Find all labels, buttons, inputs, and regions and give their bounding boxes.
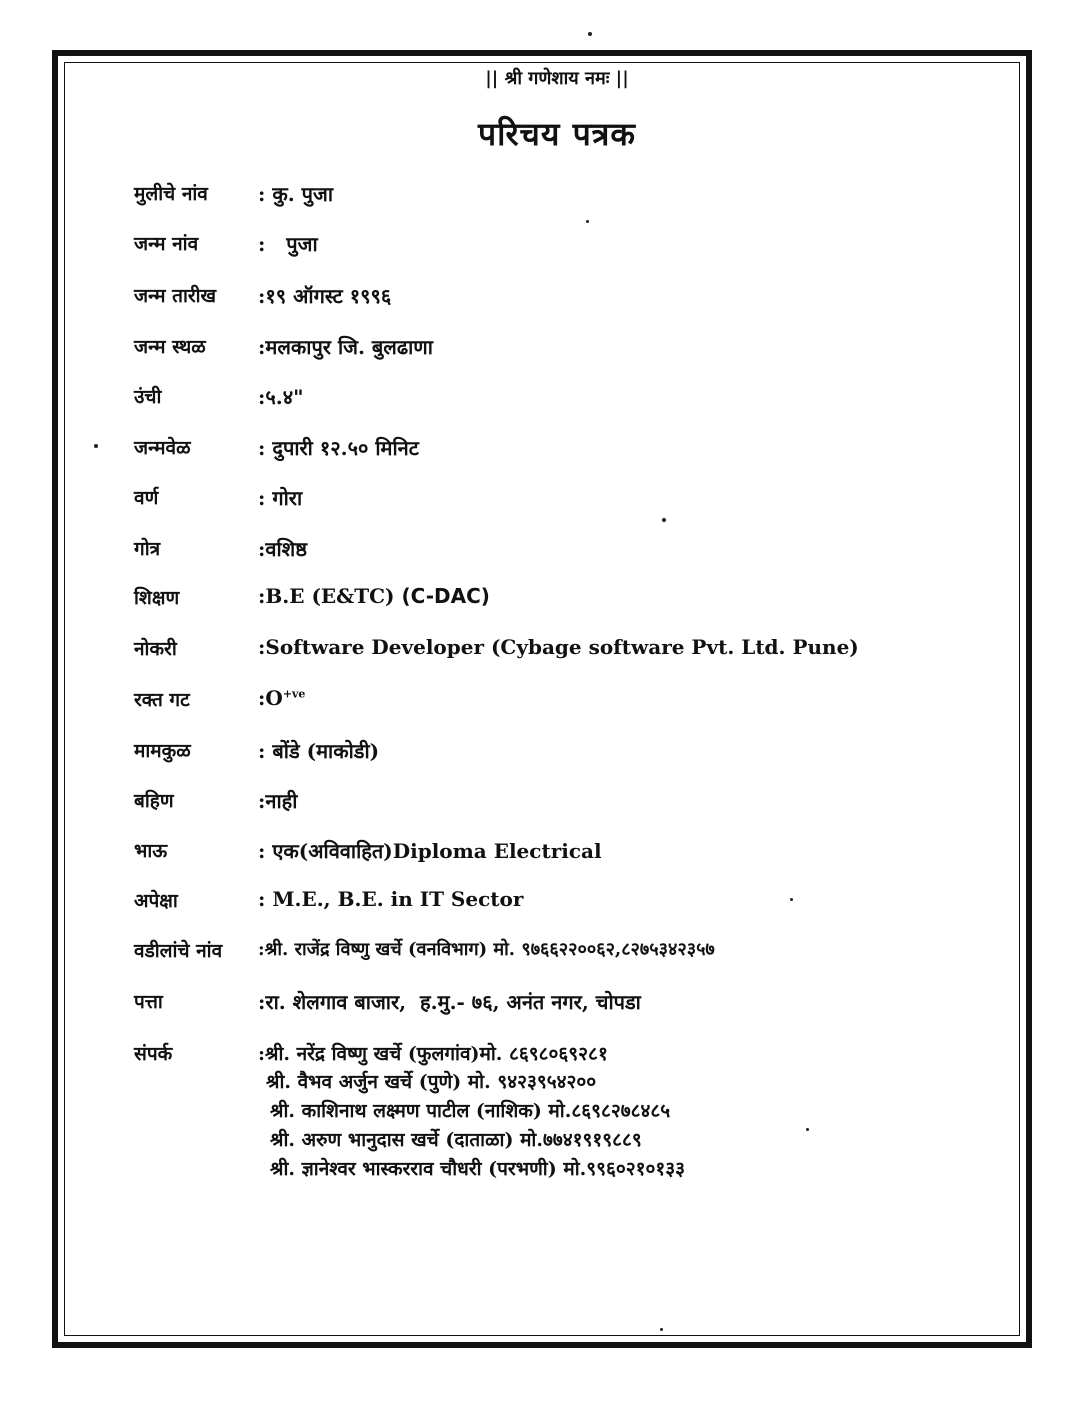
field-value: : बोंडे (माकोडी) [258, 739, 380, 763]
field-label: वर्ण [134, 487, 159, 509]
education-degree: :B.E (E&TC) [258, 584, 395, 608]
field-label: भाऊ [134, 840, 168, 862]
field-value [258, 686, 305, 710]
field-value: : एक(अविवाहित)Diploma Electrical [258, 839, 602, 863]
field-label: वडीलांचे नांव [134, 940, 223, 962]
field-label: शिक्षण [134, 587, 180, 609]
document-title: परिचय पत्रक [478, 115, 636, 153]
field-label: पत्ता [134, 991, 163, 1013]
field-value: : M.E., B.E. in IT Sector [258, 887, 524, 911]
scan-speck [586, 220, 589, 223]
field-value: : कु. पुजा [258, 182, 334, 206]
field-value: :श्री. राजेंद्र विष्णु खर्चे (वनविभाग) मो. ९७६६२२००६२,८२७५३४२३५७ [258, 939, 715, 960]
field-label: जन्म तारीख [134, 285, 217, 307]
scan-speck [660, 1328, 663, 1331]
field-value: :वशिष्ठ [258, 537, 308, 561]
field-value: : पुजा [258, 232, 318, 256]
field-value: :१९ ऑगस्ट १९९६ [258, 284, 392, 308]
field-label: बहिण [134, 790, 174, 812]
contact-line: श्री. काशिनाथ लक्ष्मण पाटील (नाशिक) मो.८६९८२७८४८५ [270, 1100, 671, 1122]
scan-speck [588, 32, 592, 36]
field-value: :रा. शेलगाव बाजार, ह.मु.- ७६, अनंत नगर, चोपडा [258, 990, 641, 1014]
field-value: :मलकापुर जि. बुलढाणा [258, 335, 433, 359]
field-label: उंची [134, 386, 162, 408]
field-label: जन्म नांव [134, 233, 199, 255]
contact-line: श्री. ज्ञानेश्वर भास्करराव चौधरी (परभणी) मो.९९६०२१०१३३ [270, 1158, 686, 1180]
field-label: नोकरी [134, 638, 177, 660]
blood-group-rh: +ve [282, 687, 306, 701]
scan-speck [806, 1128, 809, 1131]
scan-speck [94, 444, 98, 448]
field-label: रक्त गट [134, 689, 190, 711]
contact-line: श्री. वैभव अर्जुन खर्चे (पुणे) मो. ९४२३९५४२०० [266, 1071, 597, 1093]
field-label: जन्मवेळ [134, 437, 191, 459]
field-label: मामकुळ [134, 740, 191, 762]
scan-speck [662, 518, 666, 522]
scan-speck [790, 898, 793, 901]
field-label: मुलीचे नांव [134, 183, 208, 205]
field-value: : गोरा [258, 486, 303, 510]
field-label: अपेक्षा [134, 890, 178, 912]
blood-group-value: :O [258, 686, 283, 710]
field-value: :नाही [258, 789, 298, 813]
field-label: गोत्र [134, 538, 161, 560]
field-value: :५.४" [258, 385, 304, 409]
field-value: : दुपारी १२.५० मिनिट [258, 436, 419, 460]
education-extra: (C-DAC) [401, 584, 490, 608]
contact-line: :श्री. नरेंद्र विष्णु खर्चे (फुलगांव)मो. ८६९८०६९२८१ [258, 1043, 608, 1065]
field-value: :Software Developer (Cybage software Pvt. Ltd. Pune) [258, 635, 859, 659]
contact-label: संपर्क [134, 1043, 173, 1065]
invocation-heading: || श्री गणेशाय नमः || [485, 68, 629, 89]
contact-line: श्री. अरुण भानुदास खर्चे (दाताळा) मो.७७४१९१९८८९ [270, 1129, 642, 1151]
field-label: जन्म स्थळ [134, 336, 206, 358]
field-value [258, 584, 490, 608]
